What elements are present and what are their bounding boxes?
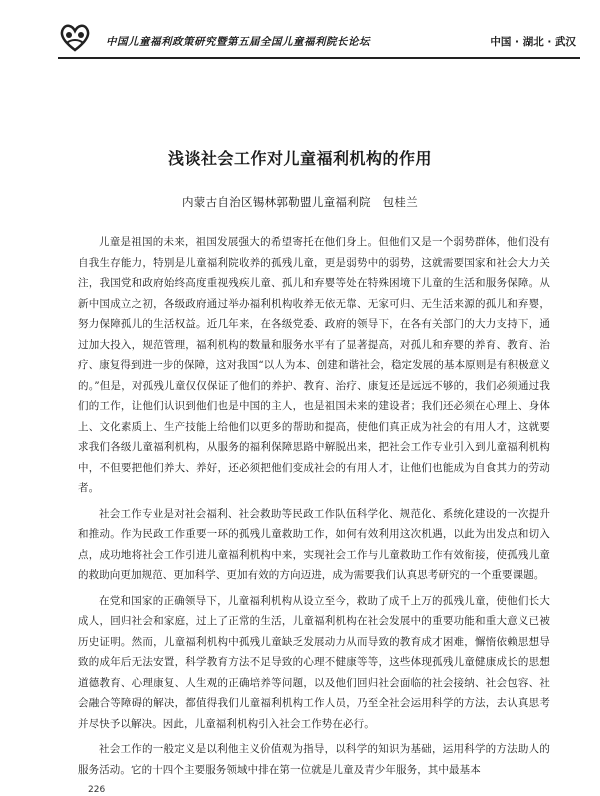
header-location: 中国 · 湖北 · 武汉 xyxy=(490,36,576,48)
body-paragraph: 社会工作专业是对社会福利、社会救助等民政工作队伍科学化、规范化、系统化建设的一次提升和推动。作为民政工作重要一环的孤残儿童救助工作，如何有效利用这次机遇，以此为出发点和切入点，成功地将社会工作引进儿童福利机构中来，实现社会工作与儿童救助工作有效衔接，使孤残儿童的救助向更加规范、更加科学、更加有效的方向迈进，成为需要我们认真思考研究的一个重要课题。 xyxy=(78,507,550,581)
article-author: 内蒙古自治区锡林郭勒盟儿童福利院 包桂兰 xyxy=(182,195,418,209)
body-paragraph: 儿童是祖国的未来，祖国发展强大的希望寄托在他们身上。但他们又是一个弱势群体，他们没有自我生存能力，特别是儿童福利院收养的孤残儿童，更是弱势中的弱势，这就需要国家和社会大力关注，我国党和政府始终高度重视残疾儿童、孤儿和弃婴等处在特殊困境下儿童的生活和服务保障。从新中国成立之初，各级政府通过举办福利机构收养无依无靠、无家可归、无生活来源的孤儿和弃婴，努力保障孤儿的生活权益。近几年来，在各级党委、政府的领导下，在各有关部门的大力支持下，通过加大投入，规范管理，福利机构的数量和服务水平有了显著提高，对孤儿和弃婴的养育、教育、治疗、康复得到进一步的保障，这对我国“以人为本、创建和谐社会，稳定发展的基本原则是有积极意义的。”但是，对孤残儿童仅仅保证了他们的养护、教育、治疗、康复还是远远不够的，我们必须通过我们的工作，让他们认识到他们也是中国的主人，也是祖国未来的建设者；我们还必须在心理上、身体上、文化素质上、生产技能上给他们以更多的帮助和提高，使他们真正成为社会的有用人才，这就要求我们各级儿童福利机构，从服务的福利保障思路中解脱出来，把社会工作专业引入到儿童福利机构中，不但要把他们养大、养好，还必须把他们变成社会的有用人才，让他们也能成为自食其力的劳动者。 xyxy=(78,236,550,494)
article-body xyxy=(78,232,550,785)
page-header xyxy=(58,27,580,59)
conference-logo-icon xyxy=(58,21,92,53)
page-number: 226 xyxy=(88,785,106,795)
body-paragraph: 社会工作的一般定义是以利他主义价值观为指导，以科学的知识为基础，运用科学的方法助人的服务活动。它的十四个主要服务领域中排在第一位就是儿童及青少年服务，其中最基本 xyxy=(78,743,550,776)
header-title: 中国儿童福利政策研究暨第五届全国儿童福利院长论坛 xyxy=(106,36,370,48)
body-paragraph: 在党和国家的正确领导下，儿童福利机构从设立至今，救助了成千上万的孤残儿童，使他们长大成人，回归社会和家庭，过上了正常的生活，儿童福利机构在社会发展中的重要功能和重大意义已被历史证明。然而，儿童福利机构中孤残儿童缺乏发展动力从而导致的教育成才困难，懈惰依赖思想导致的成年后无法安置，科学教育方法不足导致的心理不健康等等，这些体现孤残儿童健康成长的思想道德教育、心理康复、人生观的正确培养等问题，以及他们回归社会面临的社会接纳、社会包容、社会融合等障碍的解决，都值得我们儿童福利机构工作人员，乃至全社会运用科学的方法，去认真思考并尽快予以解决。因此，儿童福利机构引入社会工作势在必行。 xyxy=(78,594,550,730)
article-title: 浅谈社会工作对儿童福利机构的作用 xyxy=(167,149,432,168)
